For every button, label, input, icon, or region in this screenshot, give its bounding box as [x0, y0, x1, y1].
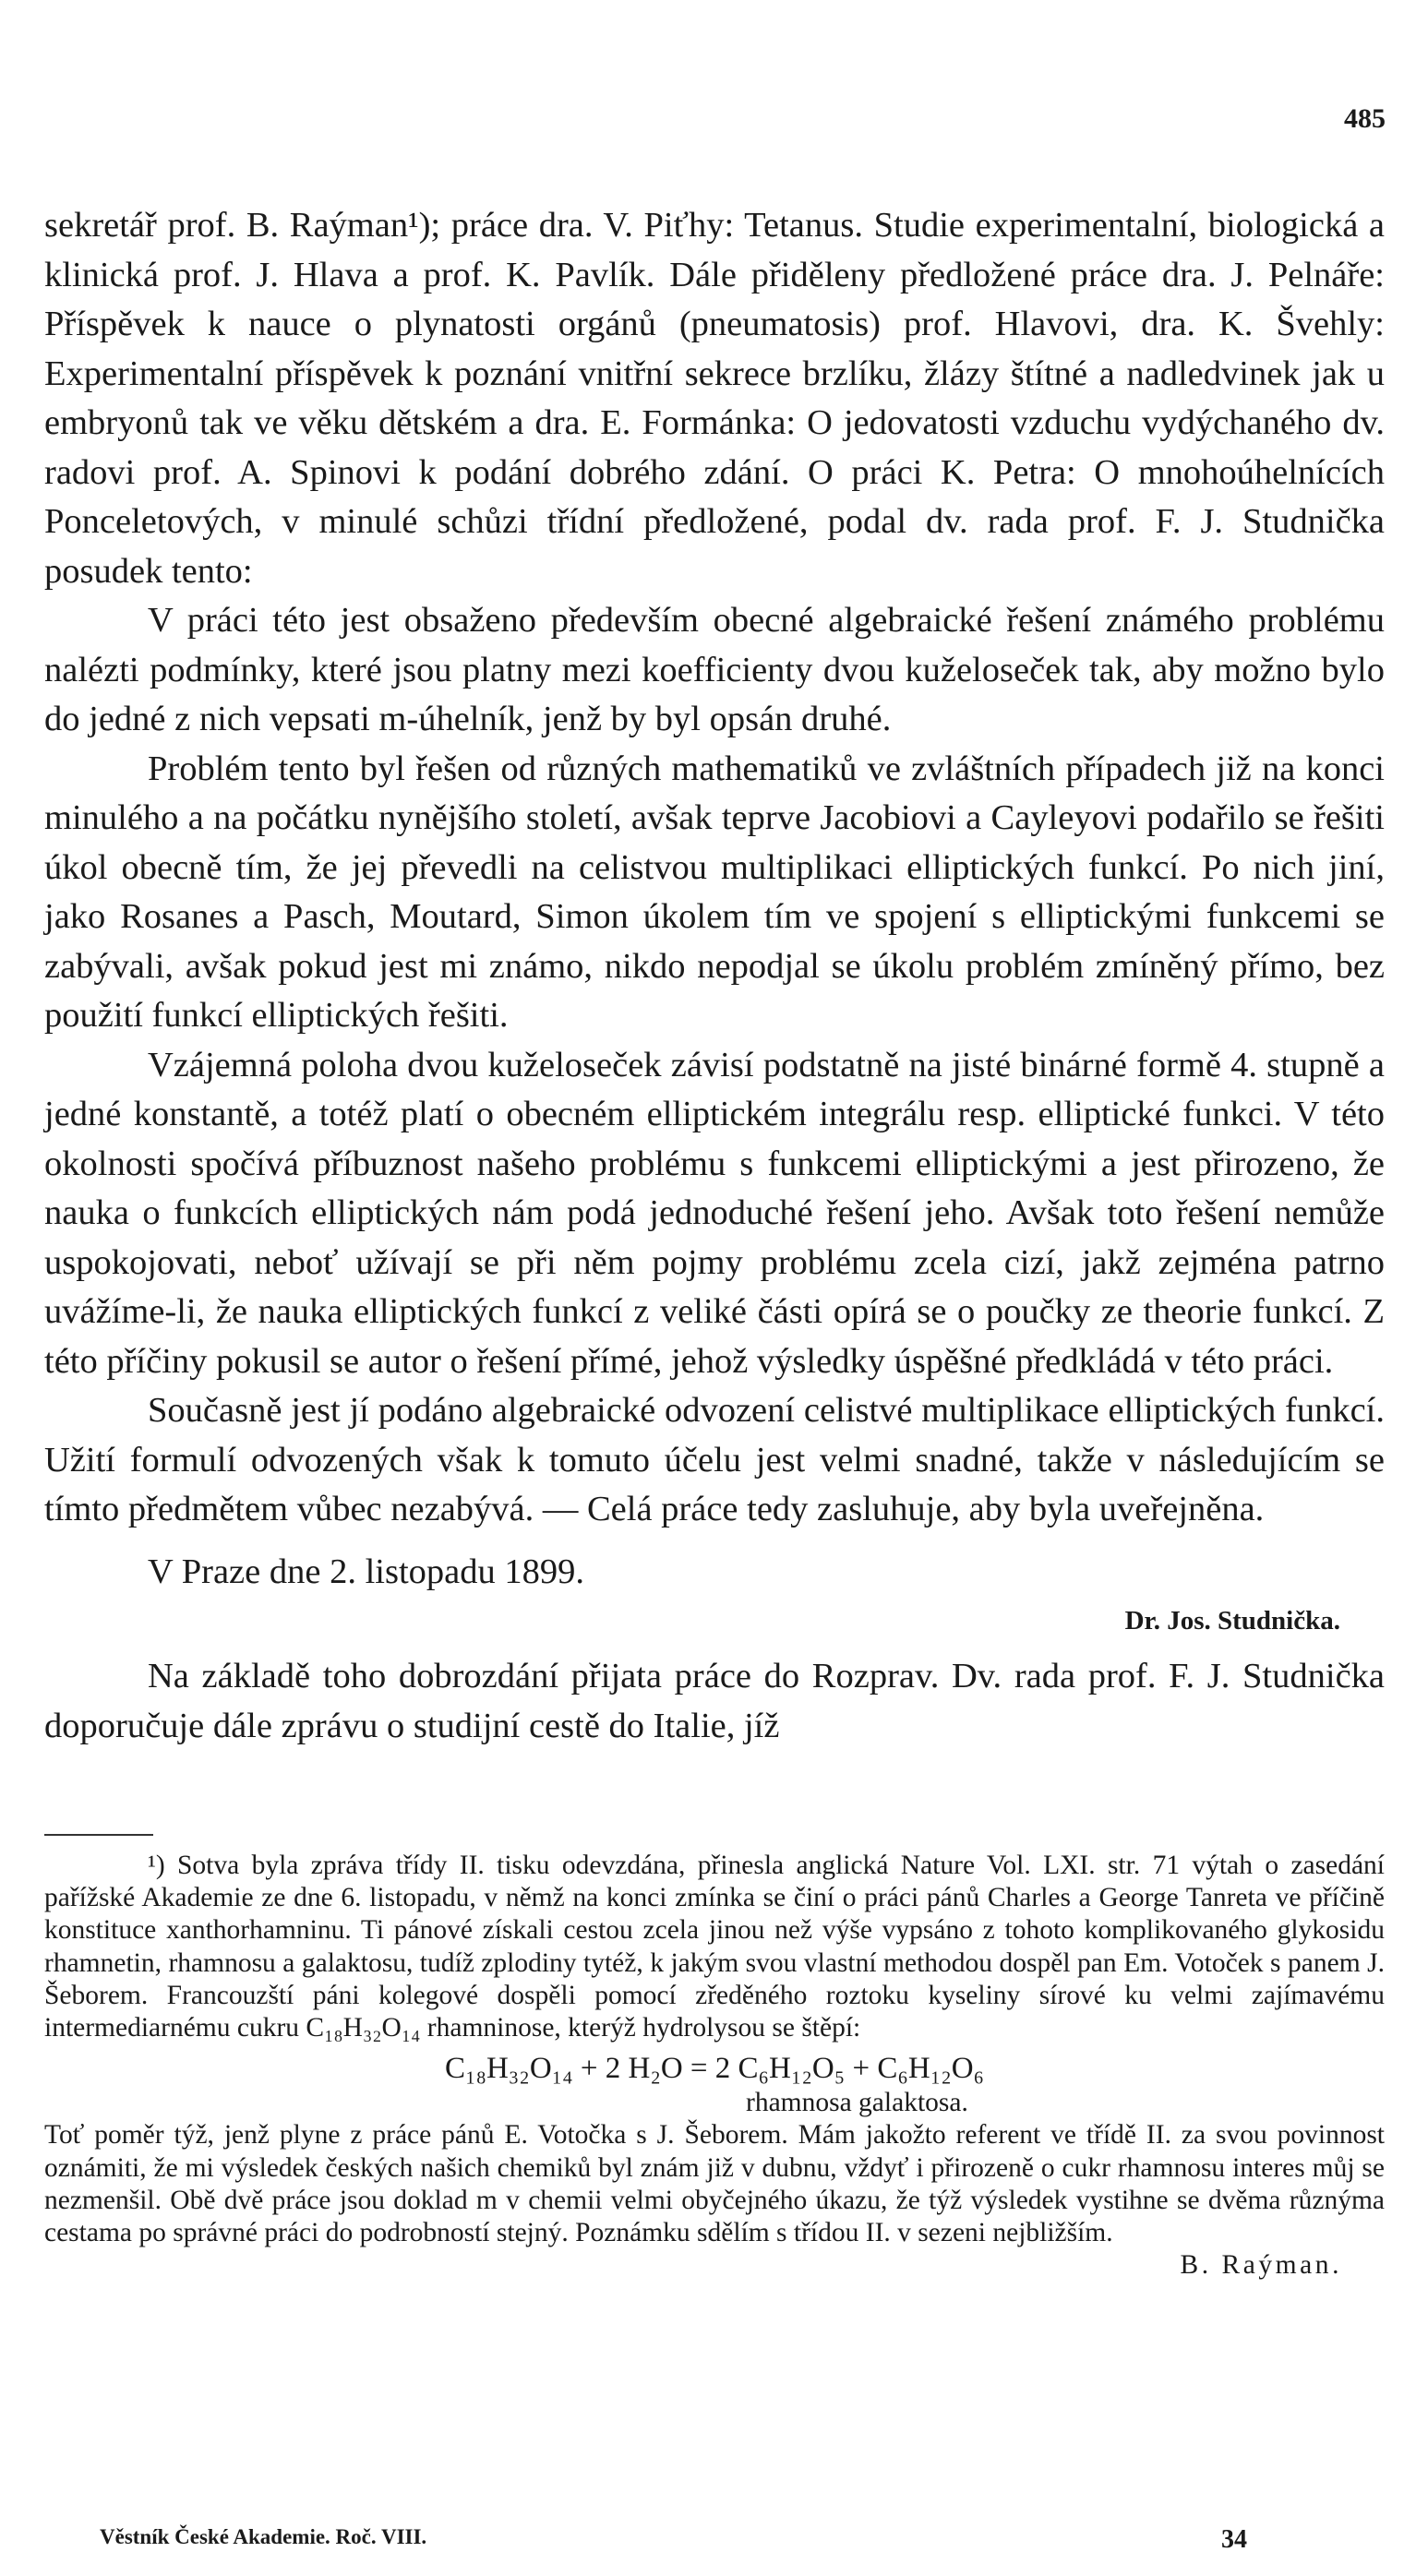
paragraph-2: V práci této jest obsaženo především obecné algebraické řešení známého problému nalézti podmínky, které jsou platny mezi koefficienty dvou kuželoseček tak, aby možno bylo do jedné z nich vepsati m-úhelník, jenž by byl opsán druhé. — [44, 601, 1385, 738]
paragraph-3: Problém tento byl řešen od různých mathematiků ve zvláštních případech již na konci minulého a na počátku nynějšího století, avšak teprve Jacobiovi a Cayleyovi podařilo se řešiti úkol obecně tím, že jej převedli na celistvou multiplikaci elliptických funkcí. Po nich jiní, jako Rosanes a Pasch, Moutard, Simon úkolem tím ve spojení s elliptickými funkcemi se zabývali, avšak pokud jest mi známo, nikdo nepodjal se úkolu problém zmíněný přímo, bez použití funkcí elliptických řešiti. — [44, 749, 1385, 1035]
printer-signature-mark: 34 — [1221, 2525, 1247, 2554]
date-line: V Praze dne 2. listopadu 1899. — [148, 1552, 584, 1591]
footnote-continuation: Toť poměr týž, jenž plyne z práce pánů E. Votočka s J. Šeborem. Mám jakožto referent ve třídě II. za svou povinnost oznámiti, že mi výsledek českých našich chemiků byl znám již v dubnu, vždyť i přirozeně o cukr rhamnosu interes můj se nezmenšil. Obě dvě práce jsou doklad m v chemii velmi obyčejného úkazu, že týž výsledek vystihne se dvěma různýma cestama po správné práci do podrobností stejný. Poznámku sdělím s třídou II. v sezeni nejbližším. — [44, 2120, 1385, 2248]
paragraph-5: Současně jest jí podáno algebraické odvození celistvé multiplikace elliptických funkcí. Užití formulí odvozených však k tomuto účelu jest velmi snadné, takže v následujícím se tímto předmětem vůbec nezabývá. — Celá práce tedy zasluhuje, aby byla uveřejněna. — [44, 1391, 1385, 1528]
footnote-signature: B. Raýman. — [1180, 2250, 1342, 2281]
equation-labels: rhamnosa galaktosa. — [746, 2088, 968, 2118]
main-text — [44, 201, 1385, 1751]
chemical-equation: C₁₈H₃₂O₁₄ + 2 H₂O = 2 C₆H₁₂O₅ + C₆H₁₂O₆ — [444, 2052, 985, 2086]
paragraph-1: sekretář prof. B. Raýman¹); práce dra. V. Piťhy: Tetanus. Studie experimentalní, biologická a klinická prof. J. Hlava a prof. K. Pavlík. Dále přiděleny předložené práce dra. J. Pelnáře: Příspěvek k nauce o plynatosti orgánů (pneumatosis) prof. Hlavovi, dra. K. Švehly: Experimentalní příspěvek k poznání vnitřní sekrece brzlíku, žlázy štítné a nadledvinek jak u embryonů tak ve věku dětském a dra. E. Formánka: O jedovatosti vzduchu vydýchaného dv. radovi prof. A. Spinovi k podání dobrého zdání. O práci K. Petra: O mnohoúhelnících Ponceletových, v minulé schůzi třídní předložené, podal dv. rada prof. F. J. Studnička posudek tento: — [44, 206, 1385, 591]
paragraph-4: Vzájemná poloha dvou kuželoseček závisí podstatně na jisté binárné formě 4. stupně a jedné konstantě, a totéž platí o obecném elliptickém integrálu resp. elliptické funkci. V této okolnosti spočívá příbuznost našeho problému s funkcemi elliptickými a jest přirozeno, že nauka o funkcích elliptických nám podá jednoduché řešení jeho. Avšak toto řešení nemůže uspokojovati, neboť užívají se při něm pojmy problému zcela cizí, jakž zejména patrno uvážíme-li, že nauka elliptických funkcí z veliké části opírá se o poučky ze theorie funkcí. Z této příčiny pokusil se autor o řešení přímé, jehož výsledky úspěšné předkládá v této práci. — [44, 1045, 1385, 1381]
page-number: 485 — [1344, 103, 1386, 134]
paragraph-6: Na základě toho dobrozdání přijata práce do Rozprav. Dv. rada prof. F. J. Studnička doporučuje dále zprávu o studijní cestě do Italie, jíž — [44, 1657, 1385, 1745]
page-footer — [100, 2525, 1247, 2554]
journal-title: Věstník České Akademie. Roč. VIII. — [100, 2525, 427, 2548]
footnote-divider — [44, 1834, 153, 1836]
reviewer-signature: Dr. Jos. Studnička. — [1124, 1606, 1340, 1635]
footnote — [44, 1850, 1385, 2282]
footnote-text: ¹) Sotva byla zpráva třídy II. tisku odevzdána, přinesla anglická Nature Vol. LXI. str. 71 výtah o zasedání pařížské Akademie ze dne 6. listopadu, v němž na konci zmínka se činí o práci pánů Charles a George Tanreta ve příčině konstituce xanthorhamninu. Ti pánové získali cestou zcela jinou než výše vypsáno z tohoto komplikovaného glykosidu rhamnetin, rhamnosu a galaktosu, tudíž zplodiny tytéž, k jakým svou vlastní methodou dospěl pan Em. Votoček s panem J. Šeborem. Francouzští páni kolegové dospěli pomocí zředěného roztoku kyseliny sírové ku velmi zajímavému intermediarnému cukru C₁₈H₃₂O₁₄ rhamninose, kterýž hydrolysou se štěpí: — [44, 1851, 1385, 2043]
